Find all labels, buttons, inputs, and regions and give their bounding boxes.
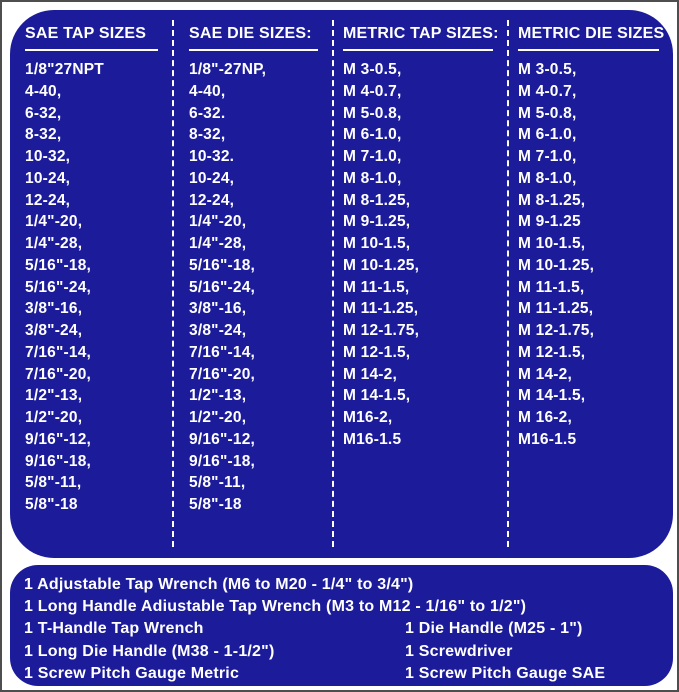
size-item: M 12-1.5, <box>343 343 411 361</box>
size-item: 5/8"-11, <box>25 474 82 492</box>
header-underline <box>343 49 493 51</box>
size-item: M 10-1.5, <box>518 235 586 252</box>
tool-row <box>10 641 673 663</box>
size-item: 1/4"-20, <box>25 213 83 231</box>
size-item: 5/8"-18 <box>189 496 242 513</box>
size-item: M 14-1.5, <box>343 387 411 405</box>
size-item: M 14-2, <box>518 365 572 383</box>
size-item: 1/2"-20, <box>189 409 247 426</box>
size-item: 1/2"-13, <box>189 387 247 405</box>
size-item: M 9-1.25 <box>518 213 581 231</box>
size-item: M 6-1.0, <box>518 126 577 144</box>
size-item: 1/2"-13, <box>25 387 83 405</box>
size-item: 10-32, <box>25 148 71 165</box>
size-item: 7/16"-20, <box>189 365 256 383</box>
size-item: 5/16"-18, <box>189 256 256 274</box>
size-item: 12-24, <box>25 191 71 209</box>
tool-row <box>10 596 673 618</box>
size-item: 9/16"-12, <box>25 430 92 448</box>
tool-item: 1 T-Handle Tap Wrench <box>24 620 204 638</box>
size-item: M 12-1.75, <box>343 322 420 339</box>
size-item: 5/8"-11, <box>189 474 246 492</box>
column-header-sae-tap: SAE TAP SIZES <box>25 25 147 42</box>
size-item: 10-32. <box>189 148 235 165</box>
column-header-metric-die: METRIC DIE SIZES <box>518 25 665 42</box>
size-item: M 11-1.5, <box>518 278 585 296</box>
size-item: 9/16"-18, <box>189 452 256 470</box>
size-item: M 7-1.0, <box>518 148 577 165</box>
size-item: M 8-1.0, <box>343 169 402 187</box>
tool-item: 1 Long Die Handle (M38 - 1-1/2") <box>24 642 275 660</box>
size-item: 1/8"27NPT <box>25 61 104 78</box>
size-item: 8-32, <box>189 126 226 144</box>
column-sae-tap-sizes <box>10 20 172 547</box>
size-item: 1/4"-28, <box>25 235 83 252</box>
included-tools-panel <box>10 565 673 686</box>
tool-item: 1 Screwdriver <box>405 642 513 660</box>
size-item: M 12-1.5, <box>518 343 586 361</box>
size-item: 1/2"-20, <box>25 409 83 426</box>
size-item: M16-1.5 <box>518 430 577 448</box>
size-columns <box>10 20 673 547</box>
size-item: 7/16"-14, <box>25 343 92 361</box>
size-item: M 4-0.7, <box>343 82 402 100</box>
size-item: M 12-1.75, <box>518 322 595 339</box>
size-item: M16-1.5 <box>343 430 402 448</box>
size-item: 7/16"-20, <box>25 365 92 383</box>
tool-item: 1 Die Handle (M25 - 1") <box>405 620 583 638</box>
size-item: 5/16"-24, <box>25 278 92 296</box>
size-item: M 14-1.5, <box>518 387 586 405</box>
tool-item: 1 Adjustable Tap Wrench (M6 to M20 - 1/4" to 3/4") <box>24 576 414 593</box>
size-item: M 10-1.5, <box>343 235 411 252</box>
size-item: 3/8"-24, <box>25 322 83 339</box>
size-item: M 8-1.25, <box>343 191 411 209</box>
size-item: 5/8"-18 <box>25 496 78 513</box>
size-item: M 10-1.25, <box>518 256 595 274</box>
size-list-sae-tap <box>25 59 172 516</box>
column-header-metric-tap: METRIC TAP SIZES: <box>343 25 499 42</box>
size-item: 3/8"-16, <box>189 300 247 318</box>
tool-row <box>10 618 673 640</box>
size-item: 6-32, <box>25 104 62 122</box>
size-item: M 3-0.5, <box>343 61 402 78</box>
tool-item <box>405 596 673 618</box>
size-item: M 14-2, <box>343 365 397 383</box>
size-item: M 7-1.0, <box>343 148 402 165</box>
size-item: M16-2, <box>343 409 393 426</box>
size-item: M 11-1.25, <box>343 300 419 318</box>
size-item: M 5-0.8, <box>518 104 577 122</box>
size-item: M 10-1.25, <box>343 256 420 274</box>
size-item: 4-40, <box>25 82 62 100</box>
size-item: 6-32. <box>189 104 226 122</box>
tool-row <box>10 574 673 596</box>
size-list-metric-tap <box>343 59 507 451</box>
size-table-panel <box>10 10 673 558</box>
size-item: M 16-2, <box>518 409 572 426</box>
size-item: 8-32, <box>25 126 62 144</box>
tool-item <box>405 574 673 596</box>
tool-item: 1 Screw Pitch Gauge Metric <box>24 664 240 682</box>
size-item: 12-24, <box>189 191 235 209</box>
size-item: 9/16"-12, <box>189 430 256 448</box>
column-sae-die-sizes <box>172 20 332 547</box>
column-metric-tap-sizes <box>332 20 507 547</box>
column-metric-die-sizes <box>507 20 673 547</box>
header-underline <box>25 49 158 51</box>
size-item: M 6-1.0, <box>343 126 402 144</box>
tool-item: 1 Long Handle Adiustable Tap Wrench (M3 to M12 - 1/16" to 1/2") <box>24 598 527 616</box>
size-item: M 11-1.25, <box>518 300 594 318</box>
size-item: M 4-0.7, <box>518 82 577 100</box>
tool-item: 1 Screw Pitch Gauge SAE <box>405 664 606 682</box>
size-item: 4-40, <box>189 82 226 100</box>
header-underline <box>518 49 659 51</box>
size-item: 5/16"-24, <box>189 278 256 296</box>
size-list-sae-die <box>189 59 332 516</box>
size-item: 7/16"-14, <box>189 343 256 361</box>
size-item: 10-24, <box>189 169 235 187</box>
size-item: 1/8"-27NP, <box>189 61 267 78</box>
size-list-metric-die <box>518 59 673 451</box>
size-item: 3/8"-16, <box>25 300 83 318</box>
size-item: 10-24, <box>25 169 71 187</box>
header-underline <box>189 49 318 51</box>
size-item: 5/16"-18, <box>25 256 92 274</box>
size-item: 9/16"-18, <box>25 452 92 470</box>
size-item: M 8-1.0, <box>518 169 577 187</box>
size-item: M 8-1.25, <box>518 191 586 209</box>
tool-row <box>10 663 673 685</box>
column-header-sae-die: SAE DIE SIZES: <box>189 25 312 42</box>
size-item: 1/4"-20, <box>189 213 247 231</box>
size-item: M 5-0.8, <box>343 104 402 122</box>
size-item: 3/8"-24, <box>189 322 247 339</box>
size-item: M 9-1.25, <box>343 213 411 231</box>
size-item: M 3-0.5, <box>518 61 577 78</box>
size-item: 1/4"-28, <box>189 235 247 252</box>
size-item: M 11-1.5, <box>343 278 410 296</box>
